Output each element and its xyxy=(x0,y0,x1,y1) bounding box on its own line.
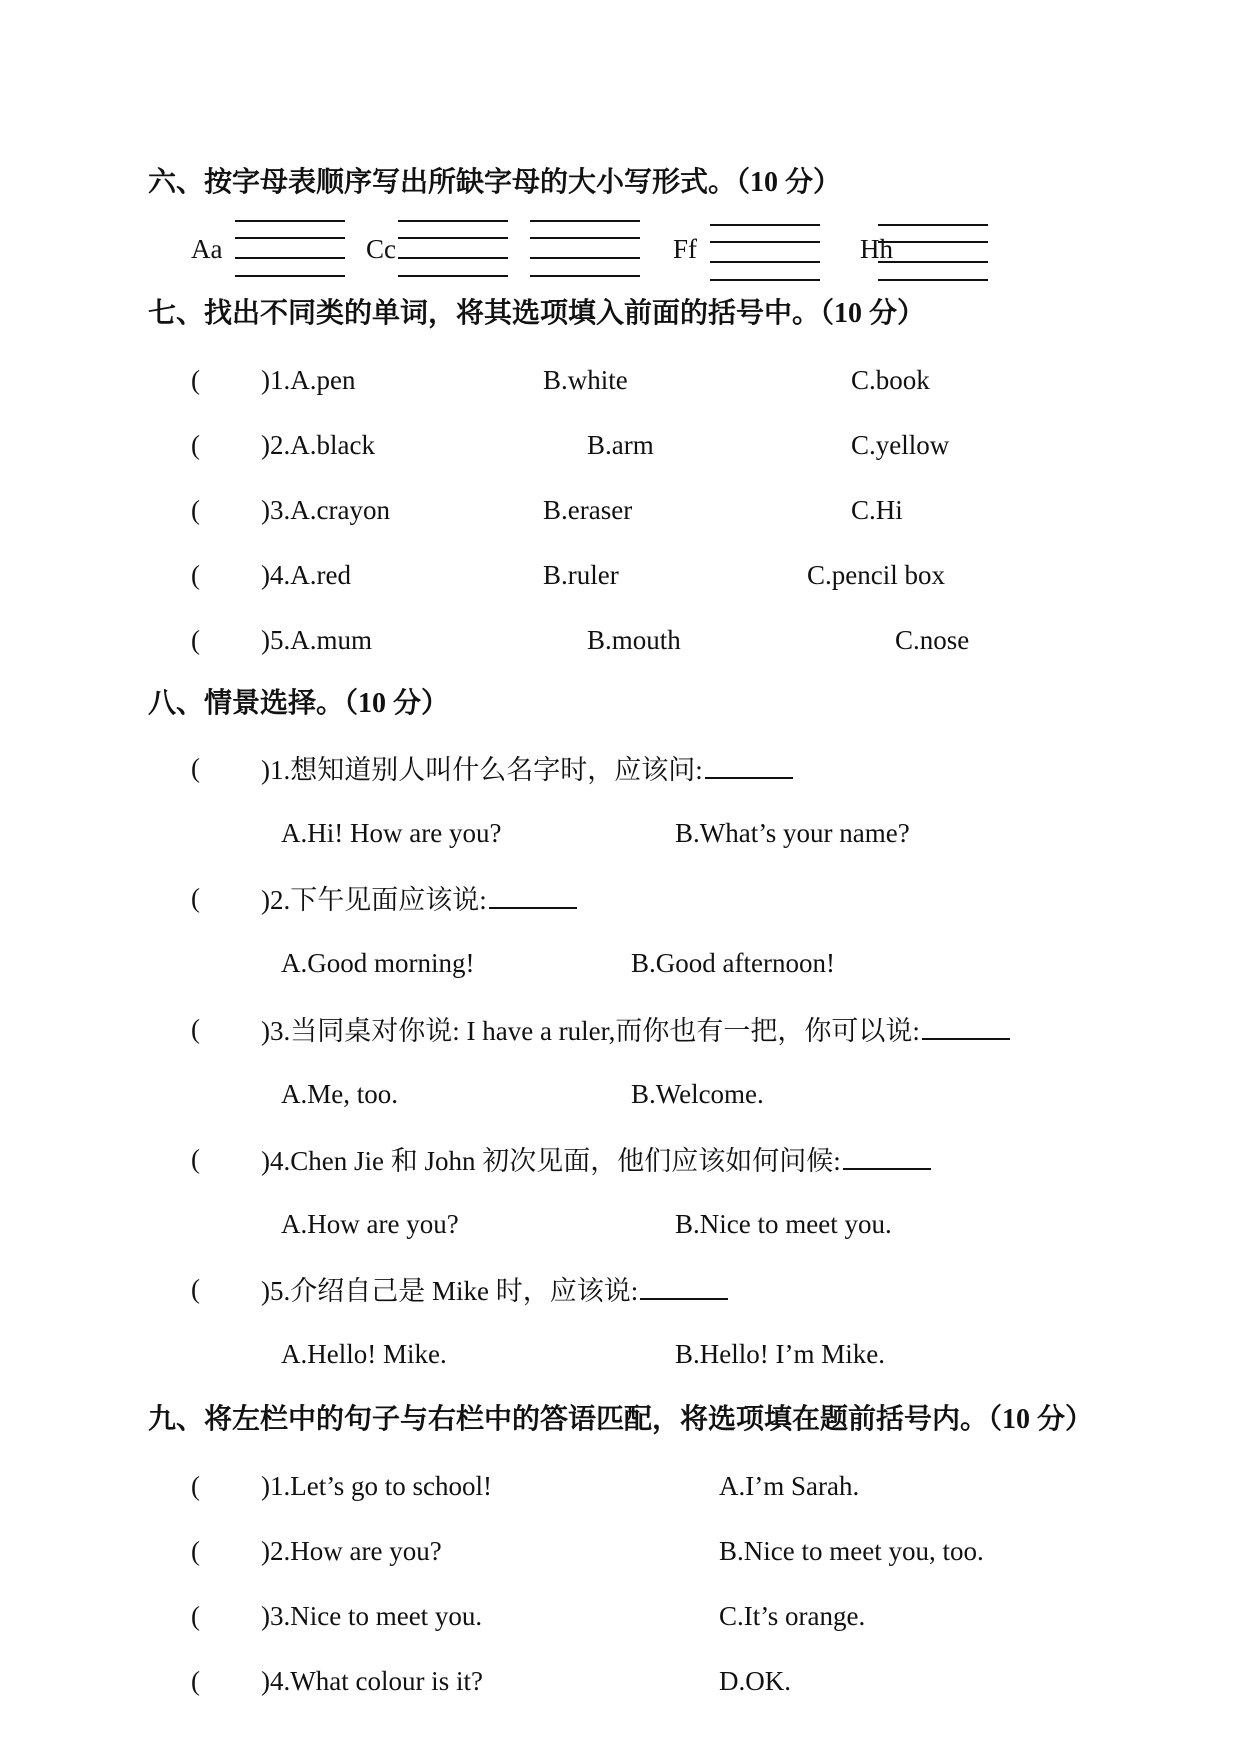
answer-paren[interactable]: ( xyxy=(191,883,200,913)
s9-answer-d: D.OK. xyxy=(719,1666,791,1696)
s8-q4-text: )4.Chen Jie 和 John 初次见面，他们应该如何问候: xyxy=(261,1146,931,1175)
s7-q1-option-b: B.white xyxy=(543,365,628,395)
s7-q2-option-c: C.yellow xyxy=(851,430,950,460)
s9-answer-b: B.Nice to meet you, too. xyxy=(719,1536,984,1566)
s8-q1-option-b: B.What’s your name? xyxy=(675,818,910,848)
letter-aa: Aa xyxy=(191,234,223,264)
answer-blank[interactable] xyxy=(922,1016,1010,1040)
s8-q4-option-a: A.How are you? xyxy=(281,1209,459,1239)
answer-paren[interactable]: ( xyxy=(191,1536,200,1566)
answer-paren[interactable]: ( xyxy=(191,1666,200,1696)
s7-q2-option-b: B.arm xyxy=(587,430,654,460)
answer-paren[interactable]: ( xyxy=(191,625,200,655)
s8-q5-text: )5.介绍自己是 Mike 时，应该说: xyxy=(261,1276,728,1305)
s8-q3-text: )3.当同桌对你说: I have a ruler,而你也有一把，你可以说: xyxy=(261,1016,1010,1045)
letter-hh: Hh xyxy=(860,234,893,264)
s7-q3-option-c: C.Hi xyxy=(851,495,903,525)
s9-q2-text: )2.How are you? xyxy=(261,1536,442,1566)
answer-paren[interactable]: ( xyxy=(191,1144,200,1174)
s8-q5-option-b: B.Hello! I’m Mike. xyxy=(675,1339,885,1369)
s8-q2-text: )2.下午见面应该说: xyxy=(261,885,577,914)
section6-heading: 六、按字母表顺序写出所缺字母的大小写形式。（10 分） xyxy=(148,167,842,198)
s8-q2-option-a: A.Good morning! xyxy=(281,948,475,978)
s9-answer-c: C.It’s orange. xyxy=(719,1601,866,1631)
answer-paren[interactable]: ( xyxy=(191,495,200,525)
s8-q1-option-a: A.Hi! How are you? xyxy=(281,818,502,848)
answer-paren[interactable]: ( xyxy=(191,430,200,460)
answer-blank[interactable] xyxy=(489,885,577,909)
s9-q3-text: )3.Nice to meet you. xyxy=(261,1601,483,1631)
s7-q3-option-a: )3.A.crayon xyxy=(261,495,390,525)
s8-q2-option-b: B.Good afternoon! xyxy=(631,948,835,978)
section8-heading: 八、情景选择。（10 分） xyxy=(148,688,450,719)
s8-q3-option-a: A.Me, too. xyxy=(281,1079,398,1109)
s8-q3-option-b: B.Welcome. xyxy=(631,1079,764,1109)
s7-q4-option-b: B.ruler xyxy=(543,560,619,590)
answer-paren[interactable]: ( xyxy=(191,1274,200,1304)
answer-blank[interactable] xyxy=(843,1146,931,1170)
answer-paren[interactable]: ( xyxy=(191,1014,200,1044)
s8-q1-text: )1.想知道别人叫什么名字时，应该问: xyxy=(261,755,793,784)
answer-paren[interactable]: ( xyxy=(191,753,200,783)
s7-q5-option-c: C.nose xyxy=(895,625,970,655)
s7-q2-option-a: )2.A.black xyxy=(261,430,375,460)
s7-q1-option-c: C.book xyxy=(851,365,930,395)
answer-blank[interactable] xyxy=(640,1276,728,1300)
section7-heading: 七、找出不同类的单词，将其选项填入前面的括号中。（10 分） xyxy=(148,298,926,329)
answer-paren[interactable]: ( xyxy=(191,560,200,590)
s7-q3-option-b: B.eraser xyxy=(543,495,633,525)
s7-q1-option-a: )1.A.pen xyxy=(261,365,356,395)
answer-paren[interactable]: ( xyxy=(191,365,200,395)
s9-answer-a: A.I’m Sarah. xyxy=(719,1471,860,1501)
answer-paren[interactable]: ( xyxy=(191,1601,200,1631)
s8-q4-option-b: B.Nice to meet you. xyxy=(675,1209,892,1239)
letter-ff: Ff xyxy=(673,234,698,264)
s9-q1-text: )1.Let’s go to school! xyxy=(261,1471,492,1501)
s7-q4-option-c: C.pencil box xyxy=(807,560,945,590)
letter-cc: Cc xyxy=(366,234,396,264)
s8-q5-option-a: A.Hello! Mike. xyxy=(281,1339,447,1369)
s9-q4-text: )4.What colour is it? xyxy=(261,1666,483,1696)
s7-q5-option-b: B.mouth xyxy=(587,625,681,655)
s7-q4-option-a: )4.A.red xyxy=(261,560,351,590)
section9-heading: 九、将左栏中的句子与右栏中的答语匹配，将选项填在题前括号内。（10 分） xyxy=(148,1404,1094,1435)
answer-paren[interactable]: ( xyxy=(191,1471,200,1501)
answer-blank[interactable] xyxy=(705,755,793,779)
s7-q5-option-a: )5.A.mum xyxy=(261,625,372,655)
